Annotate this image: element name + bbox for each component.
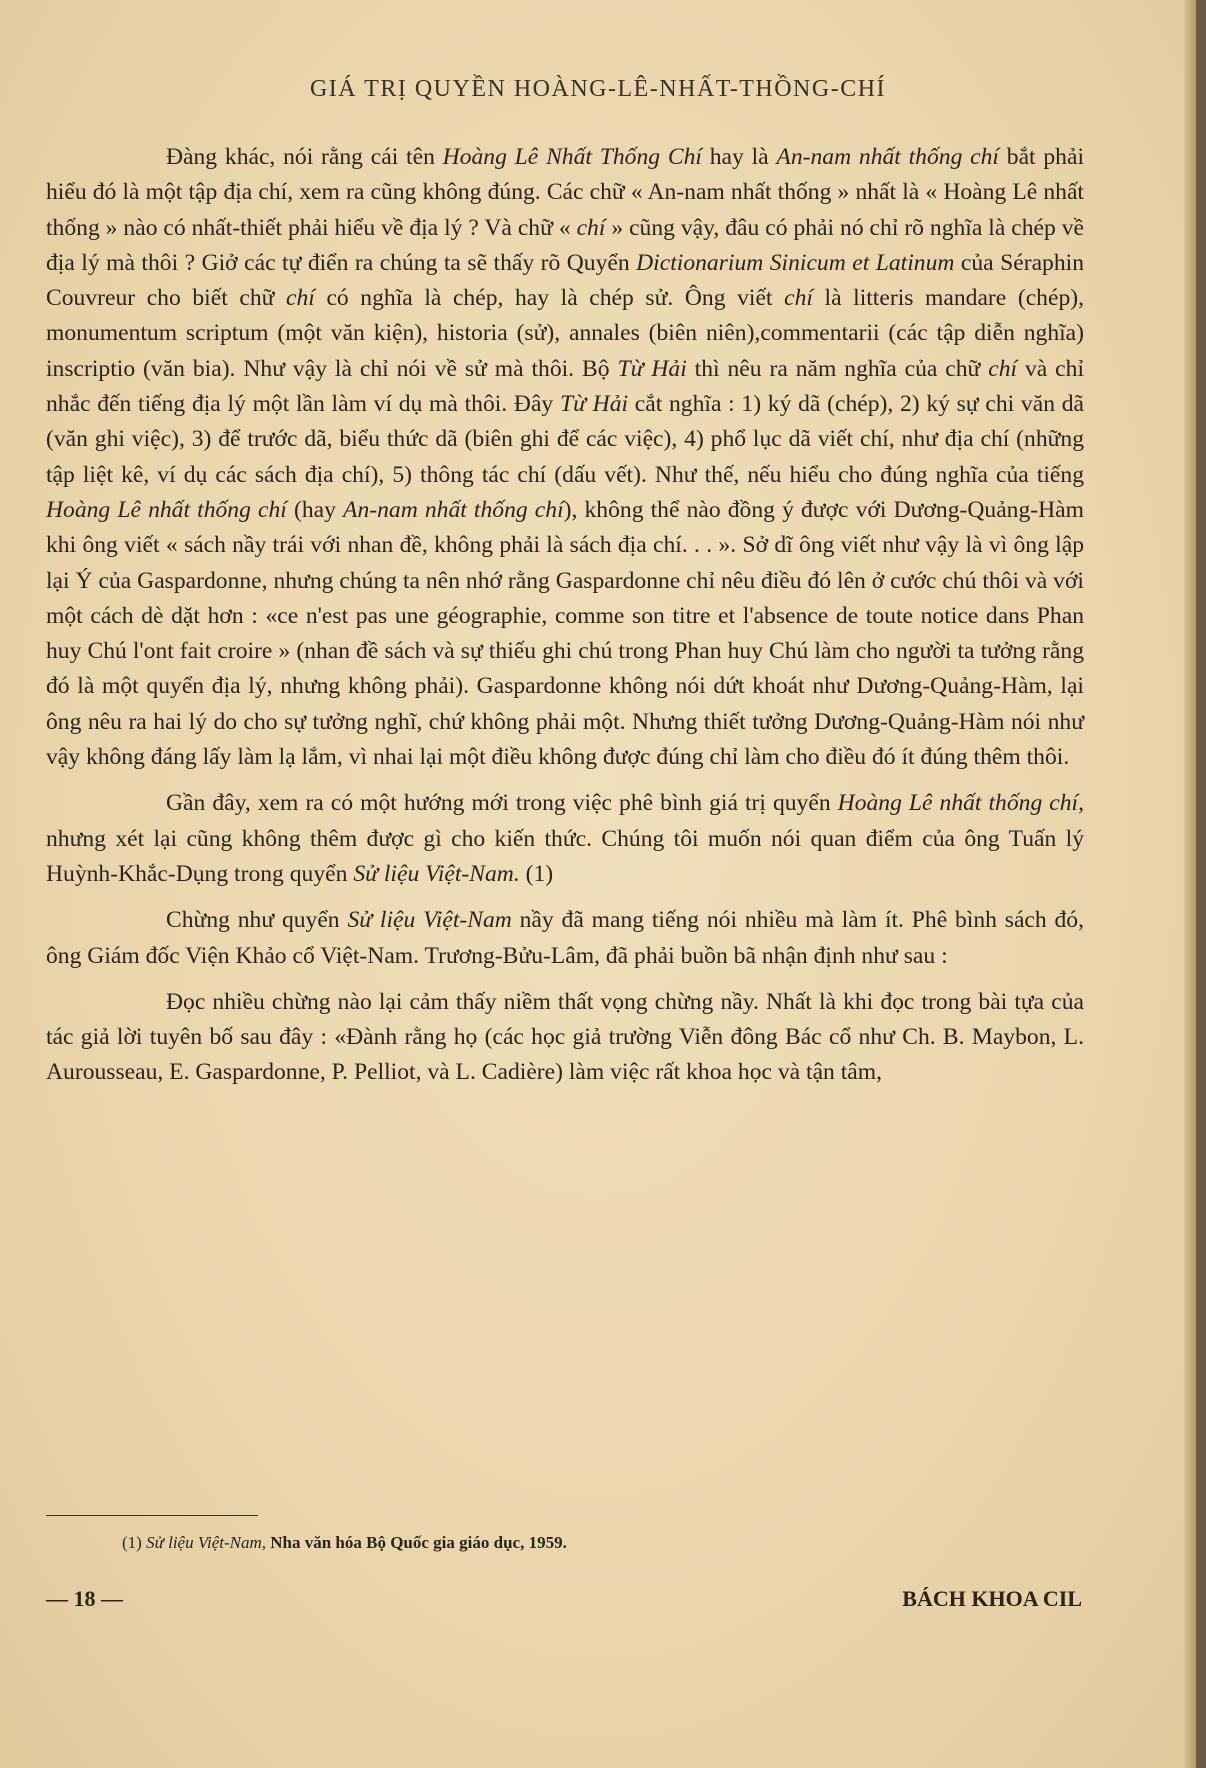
text-run: thì nêu ra năm nghĩa của chữ [686, 355, 989, 382]
paragraph [46, 985, 1084, 1091]
article-body [46, 140, 1084, 1091]
text-run: hay là [701, 144, 777, 170]
paragraph [46, 140, 1084, 775]
italic-text: An-nam nhất thống chí [776, 144, 999, 170]
running-header: GIÁ TRỊ QUYỀN HOÀNG-LÊ-NHẤT-THỒNG-CHÍ [309, 76, 887, 102]
italic-text: An-nam nhất thống chí [343, 496, 564, 523]
text-run: (1) [519, 860, 554, 887]
italic-text: Dictionarium Sinicum et Latinum [636, 249, 955, 276]
text-run: và chỉ nhắc đến tiếng địa lý một lần làm ví dụ mà thôi. Đây [46, 355, 1085, 418]
italic-text: chí [988, 355, 1018, 382]
text-run: Chừng như quyển [166, 907, 348, 934]
text-run: nhưng xét lại cũng không thêm được gì cho kiến thức. Chúng tôi muốn nói quan điểm của ông Tuấn lý Huỳnh-Khắc-Dụng trong quyển [46, 825, 1084, 887]
text-run: có nghĩa là chép, hay là chép sử. Ông viết [314, 285, 785, 312]
footnote-text: Nha văn hóa Bộ Quốc gia giáo dục, 1959. [270, 1533, 567, 1552]
italic-text: Hoàng Lê nhất thống chí [46, 496, 287, 523]
paragraph [46, 786, 1084, 892]
text-run: của Séraphin Couvreur cho biết chữ [46, 249, 1084, 312]
text-run: » cũng vậy, đâu có phải nó chỉ rõ nghĩa là chép về địa lý mà thôi ? Giở các tự điển ra chúng ta sẽ thấy rõ Quyển [46, 214, 1084, 276]
italic-text: chí [784, 285, 813, 312]
paragraph [46, 903, 1084, 974]
footnote-marker: (1) [122, 1533, 142, 1552]
text-run: nầy đã mang tiếng nói nhiều mà làm ít. Phê bình sách đó, ông Giám đốc Viện Khảo cổ Việt-Nam. Trương-Bửu-Lâm, đã phải buồn bã nhận định như sau : [46, 907, 1085, 969]
text-run: ), không thể nào đồng ý được với Dương-Quảng-Hàm khi ông viết « sách nầy trái với nhan đề, không phải là sách địa chí. . . ». Sở dĩ ông viết như vậy là vì ông lập lại Ý của Gaspardonne, nhưng chúng ta nên nhớ rằng Gaspardonne chỉ nêu điều đó lên ở cước chú thôi và với một cách dè dặt hơn : «ce n'est pas une géographie, comme son titre et l'absence de toute notice dans Phan huy Chú l'ont fait croire » (nhan đề sách và sự thiếu ghi chú trong Phan huy Chú làm cho người ta tưởng rằng đó là một quyển địa lý, nhưng không phải). Gaspardonne không nói dứt khoát như Dương-Quảng-Hàm, lại ông nêu ra hai lý do cho sự tưởng nghĩ, chứ không phải một. Nhưng thiết tưởng Dương-Quảng-Hàm nói như vậy không đáng lấy làm lạ lắm, vì nhai lại một điều không được đúng chỉ làm cho điều đó ít đúng thêm thôi. [46, 496, 1084, 771]
footnote-divider [46, 1515, 258, 1516]
italic-text: Hoàng Lê nhất thống chí, [837, 790, 1084, 817]
italic-text: chí [576, 214, 606, 241]
journal-name: BÁCH KHOA CIL [902, 1586, 1082, 1611]
page-edge [1184, 0, 1196, 1768]
text-run: Đọc nhiều chừng nào lại cảm thấy niềm thất vọng chừng nầy. Nhất là khi đọc trong bài tựa của tác giả lời tuyên bố sau đây : «Đành rằng họ (các học giả trường Viễn đông Bác cổ như Ch. B. Maybon, L. Aurousseau, E. Gaspardonne, P. Pelliot, và L. Cadière) làm việc rất khoa học và tận tâm, [46, 988, 1084, 1086]
italic-text: Từ Hải [559, 391, 629, 418]
text-run: là litteris mandare (chép), monumentum scriptum (một văn kiện), historia (sử), annales (biên niên),commentarii (các tập diễn nghĩa) inscriptio (văn bia). Như vậy là chỉ nói về sử mà thôi. Bộ [46, 285, 1084, 382]
footnote [122, 1533, 567, 1553]
italic-text: Sử liệu Việt-Nam. [353, 860, 520, 887]
text-run: bắt phải hiểu đó là một tập địa chí, xem ra cũng không đúng. Các chữ « An-nam nhất thống » nhất là « Hoàng Lê nhất thống » nào có nhất-thiết phải hiểu về địa lý ? Và chữ « [46, 144, 1085, 241]
italic-text: Sử liệu Việt-Nam [347, 907, 512, 934]
footnote-title: Sử liệu Việt-Nam, [146, 1533, 266, 1552]
page-number: — 18 — [46, 1586, 123, 1611]
italic-text: Từ Hải [617, 355, 687, 382]
text-run: Đàng khác, nói rằng cái tên [166, 144, 443, 170]
italic-text: Hoàng Lê Nhất Thống Chí [442, 144, 702, 170]
italic-text: chí [286, 285, 315, 312]
text-run: cắt nghĩa : 1) ký dã (chép), 2) ký sự chi văn dã (văn ghi việc), 3) để trước dã, biểu thức dã (biên ghi để các việc), 4) phổ lục dã viết chí, như địa chí (những tập liệt kê, ví dụ các sách địa chí), 5) thông tác chí (dấu vết). Như thế, nếu hiểu cho đúng nghĩa của tiếng [46, 391, 1084, 488]
text-run: (hay [286, 496, 344, 523]
text-run: Gần đây, xem ra có một hướng mới trong việc phê bình giá trị quyển [166, 790, 838, 817]
